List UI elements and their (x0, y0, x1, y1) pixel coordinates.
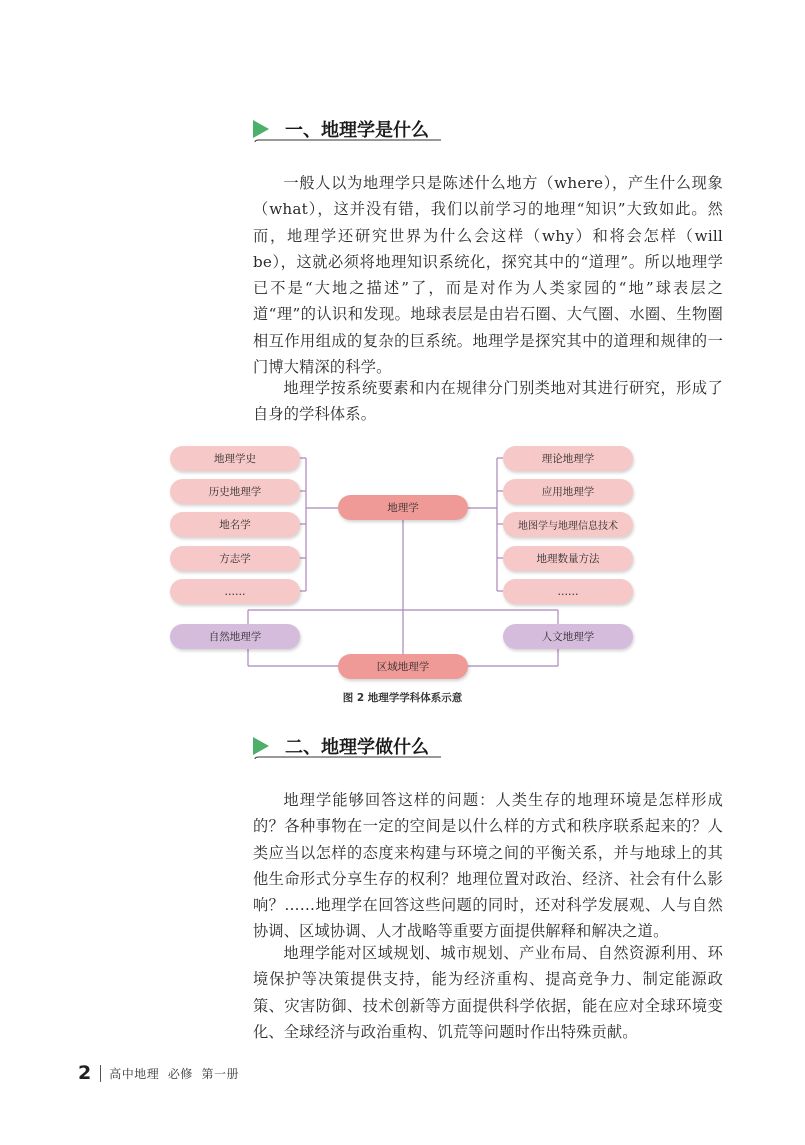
triangle-icon (253, 737, 269, 755)
node-quantitative-methods: 地理数量方法 (503, 546, 633, 571)
node-history-of-geography: 地理学史 (170, 446, 300, 471)
discipline-diagram (160, 438, 650, 688)
paragraph: 地理学按系统要素和内在规律分门别类地对其进行研究，形成了自身的学科体系。 (253, 379, 723, 424)
triangle-icon (253, 120, 269, 138)
node-cartography-gis: 地图学与地理信息技术 (503, 512, 633, 537)
node-toponymy: 地名学 (170, 512, 300, 537)
paragraph: 一般人以为地理学只是陈述什么地方（where），产生什么现象（what），这并没有错，我们以前学习的地理“知识”大致如此。然而，地理学还研究世界为什么会这样（why）和将会怎样（will be），这就必须将地理知识系统化，探究其中的“道理”。所以地理学已不是“大地之描述”了，而是对作为人类家园的“地”球表层之道“理”的认识和发现。地球表层是由岩石圈、大气圈、水圈、生物圈相互作用组成的复杂的巨系统。地理学是探究其中的道理和规律的一门博大精深的科学。 (253, 174, 723, 377)
section-title: 一、地理学是什么 (285, 120, 429, 141)
node-theoretical-geography: 理论地理学 (503, 446, 633, 471)
figure-caption: 图 2 地理学学科体系示意 (342, 692, 463, 704)
node-regional-geography: 区域地理学 (338, 654, 468, 679)
node-human-geography: 人文地理学 (503, 624, 633, 649)
node-applied-geography: 应用地理学 (503, 479, 633, 504)
node-historical-geography: 历史地理学 (170, 479, 300, 504)
paragraph: 地理学能够回答这样的问题：人类生存的地理环境是怎样形成的？各种事物在一定的空间是以什么样的方式和秩序联系起来的？人类应当以怎样的态度来构建与环境之间的平衡关系，并与地球上的其他生命形式分享生存的权利？地理位置对政治、经济、社会有什么影响？……地理学在回答这些问题的同时，还对科学发展观、人与自然协调、区域协调、人才战略等重要方面提供解释和解决之道。 (253, 791, 723, 941)
node-left-ellipsis: …… (170, 579, 300, 604)
book-title: 高中地理 必修 第一册 (109, 1066, 239, 1081)
paragraph: 地理学能对区域规划、城市规划、产业布局、自然资源利用、环境保护等决策提供支持，能为经济重构、提高竞争力、制定能源政策、灾害防御、技术创新等方面提供科学依据，能在应对全球环境变化、全球经济与政治重构、饥荒等问题时作出特殊贡献。 (253, 944, 723, 1041)
node-right-ellipsis: …… (503, 579, 633, 604)
node-geography: 地理学 (338, 495, 468, 520)
footer-divider (100, 1065, 101, 1082)
section-title: 二、地理学做什么 (285, 737, 429, 758)
node-local-chronicles: 方志学 (170, 546, 300, 571)
page-footer (78, 1062, 239, 1084)
section-heading-1 (253, 116, 453, 146)
node-physical-geography: 自然地理学 (170, 624, 300, 649)
page-number: 2 (78, 1062, 92, 1084)
section-heading-2 (253, 733, 453, 763)
